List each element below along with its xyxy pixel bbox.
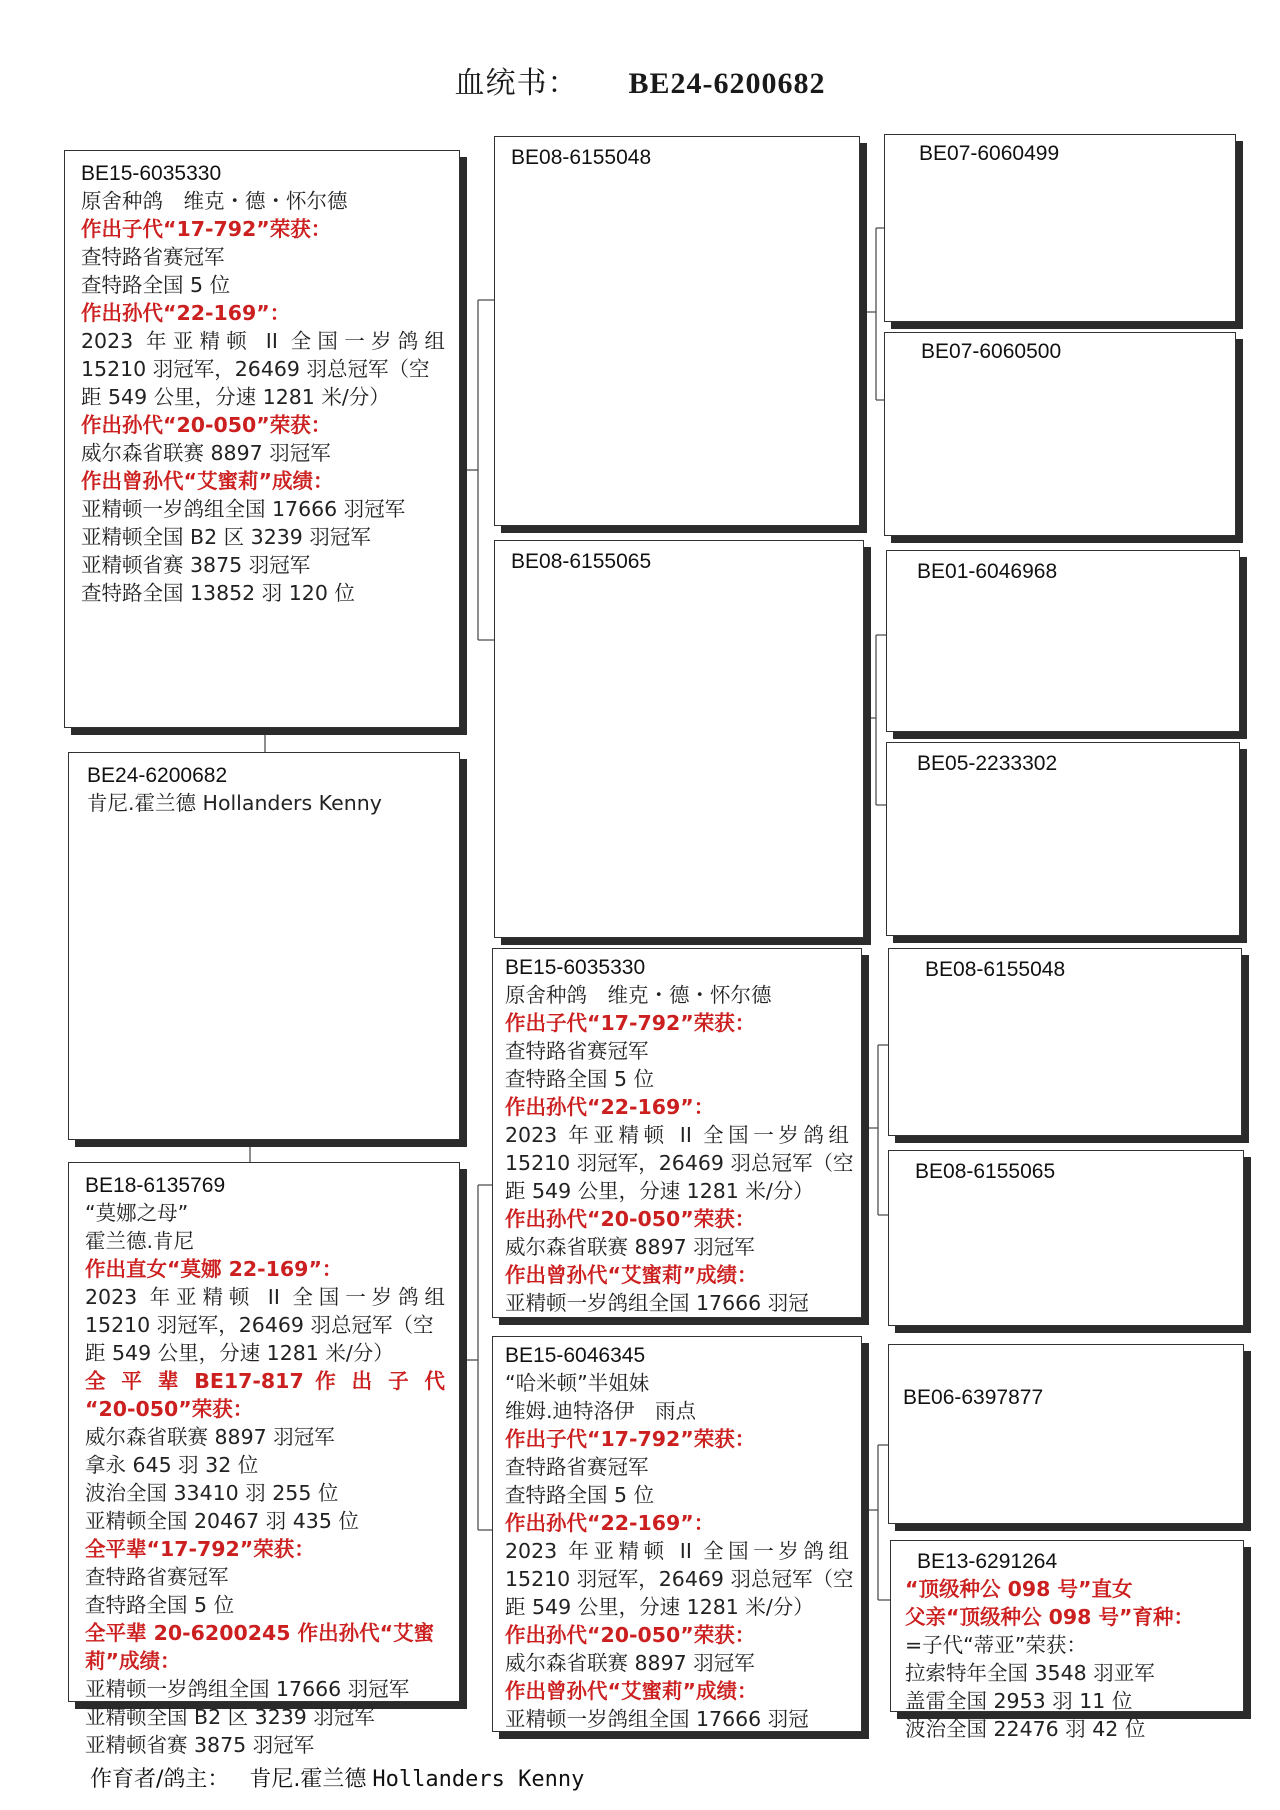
achievement-heading: “顶级种公 098 号”直女 [905,1577,1133,1601]
dam-dam-card [492,1336,862,1732]
detail-line: 亚精顿全国 B2 区 3239 羽冠军 [85,1705,375,1729]
dam-sire-ring-id: BE15-6035330 [505,956,646,979]
achievement-heading: 作出孙代“20-050”荣获： [505,1623,756,1647]
ggp-ssd-ring-id: BE07-6060500 [921,340,1062,363]
achievement-heading: 莉”成绩： [85,1649,181,1673]
sire-details [81,187,445,607]
achievement-heading: 作出子代“17-792”荣获： [505,1011,756,1035]
achievement-heading: 作出子代“17-792”荣获： [505,1427,756,1451]
detail-line: 亚精顿全国 B2 区 3239 羽冠军 [81,525,371,549]
ggp-sds-ring-id: BE01-6046968 [917,560,1058,583]
dam-dam-details [505,1369,854,1733]
detail-line: 查特路省赛冠军 [505,1039,649,1063]
detail-line: 原舍种鸽 维克・德・怀尔德 [81,189,348,213]
detail-line: 距 549 公里，分速 1281 米/分） [85,1341,394,1365]
detail-line: 原舍种鸽 维克・德・怀尔德 [505,983,772,1007]
sire-dam-card [494,540,864,938]
ggp-sss-ring-id: BE07-6060499 [919,142,1060,165]
dam-dam-ring-id: BE15-6046345 [505,1344,646,1367]
detail-line: 查特路全国 5 位 [505,1067,655,1091]
dam-sire-card [492,948,862,1318]
detail-line: =子代“蒂亚”荣获： [905,1633,1087,1657]
title-label: 血统书： [454,66,579,101]
achievement-heading: 全平辈“17-792”荣获： [85,1537,315,1561]
dam-sire-details [505,981,854,1317]
detail-line: 威尔森省联赛 8897 羽冠军 [505,1235,755,1259]
detail-line: 查特路全国 5 位 [85,1593,235,1617]
sire-sire-card [494,136,860,526]
footer-owner-en: Hollanders Kenny [372,1767,585,1792]
detail-line: “莫娜之母” [85,1201,189,1225]
detail-line: 亚精顿省赛 3875 羽冠军 [85,1733,315,1757]
detail-line: 查特路省赛冠军 [85,1565,229,1589]
sire-sire-ring-id: BE08-6155048 [511,146,652,169]
detail-line: “哈米顿”半姐妹 [505,1371,650,1395]
ggp-sdd-card [886,742,1240,936]
detail-line: 2023 年亚精顿 II 全国一岁鸽组 [85,1285,445,1309]
detail-line: 亚精顿一岁鸽组全国 17666 羽冠军 [81,497,406,521]
achievement-heading: 作出孙代“22-169”： [81,301,291,325]
detail-line: 威尔森省联赛 8897 羽冠军 [505,1651,755,1675]
ggp-sss-card [884,134,1236,322]
dam-card [68,1162,460,1757]
dam-details [85,1199,445,1759]
detail-line: 15210 羽冠军，26469 羽总冠军（空 [81,357,430,381]
detail-line: 亚精顿一岁鸽组全国 17666 羽冠 [505,1707,809,1731]
achievement-heading: 作出曾孙代“艾蜜莉”成绩： [505,1263,758,1287]
detail-line: 拉索特年全国 3548 羽亚军 [905,1661,1155,1685]
detail-line: 盖雷全国 2953 羽 11 位 [905,1689,1133,1713]
detail-line: 亚精顿一岁鸽组全国 17666 羽冠军 [85,1677,410,1701]
sire-ring-id: BE15-6035330 [81,162,222,185]
achievement-heading: 作出曾孙代“艾蜜莉”成绩： [505,1679,758,1703]
ggp-dds-ring-id: BE06-6397877 [903,1386,1044,1409]
detail-line: 15210 羽冠军，26469 羽总冠军（空 [505,1151,854,1175]
achievement-heading: 全平辈 20-6200245 作出孙代“艾蜜 [85,1621,435,1645]
detail-line: 2023 年亚精顿 II 全国一岁鸽组 [81,329,445,353]
achievement-heading: 作出曾孙代“艾蜜莉”成绩： [81,469,334,493]
detail-line: 距 549 公里，分速 1281 米/分） [81,385,390,409]
detail-line: 波治全国 33410 羽 255 位 [85,1481,339,1505]
footer-label: 作育者/鸽主： [90,1767,230,1792]
breeder-footer [90,1762,584,1793]
detail-line: 15210 羽冠军，26469 羽总冠军（空 [505,1567,854,1591]
detail-line: 霍兰德.肯尼 [85,1229,195,1253]
footer-owner-cn: 肯尼.霍兰德 [249,1767,367,1792]
ggp-ddd-details [905,1575,1229,1743]
detail-line: 查特路全国 5 位 [81,273,231,297]
ggp-ssd-card [884,332,1236,536]
subject-ring-id: BE24-6200682 [87,764,228,787]
ggp-ddd-ring-id: BE13-6291264 [917,1550,1058,1573]
ggp-dss-card [888,948,1242,1136]
subject-pigeon-card [68,752,460,1140]
ggp-sds-card [886,550,1240,732]
detail-line: 波治全国 22476 羽 42 位 [905,1717,1146,1741]
detail-line: 亚精顿全国 20467 羽 435 位 [85,1509,359,1533]
achievement-heading: “20-050”荣获： [85,1397,254,1421]
detail-line: 15210 羽冠军，26469 羽总冠军（空 [85,1313,434,1337]
detail-line: 查特路全国 13852 羽 120 位 [81,581,355,605]
detail-line: 威尔森省联赛 8897 羽冠军 [81,441,331,465]
detail-line: 威尔森省联赛 8897 羽冠军 [85,1425,335,1449]
sire-dam-ring-id: BE08-6155065 [511,550,652,573]
detail-line: 拿永 645 羽 32 位 [85,1453,259,1477]
achievement-heading: 作出孙代“22-169”： [505,1095,715,1119]
subject-name: 肯尼.霍兰德 Hollanders Kenny [87,791,382,815]
detail-line: 2023 年亚精顿 II 全国一岁鸽组 [505,1539,849,1563]
detail-line: 距 549 公里，分速 1281 米/分） [505,1595,814,1619]
detail-line: 亚精顿一岁鸽组全国 17666 羽冠 [505,1291,809,1315]
sire-card [64,150,460,728]
detail-line: 亚精顿省赛 3875 羽冠军 [81,553,311,577]
detail-line: 距 549 公里，分速 1281 米/分） [505,1179,814,1203]
achievement-heading: 父亲“顶级种公 098 号”育种： [905,1605,1195,1629]
detail-line: 查特路省赛冠军 [505,1455,649,1479]
achievement-heading: 作出子代“17-792”荣获： [81,217,332,241]
title-ring-id: BE24-6200682 [628,67,826,100]
ggp-dds-card [888,1344,1244,1524]
ggp-ddd-card [890,1540,1244,1741]
achievement-heading: 全 平 辈 BE17-817 作 出 子 代 [85,1369,445,1393]
achievement-heading: 作出孙代“20-050”荣获： [505,1207,756,1231]
achievement-heading: 作出孙代“20-050”荣获： [81,413,332,437]
dam-ring-id: BE18-6135769 [85,1174,226,1197]
ggp-sdd-ring-id: BE05-2233302 [917,752,1058,775]
ggp-dsd-card [888,1150,1244,1326]
detail-line: 2023 年亚精顿 II 全国一岁鸽组 [505,1123,849,1147]
achievement-heading: 作出孙代“22-169”： [505,1511,715,1535]
achievement-heading: 作出直女“莫娜 22-169”： [85,1257,343,1281]
detail-line: 查特路全国 5 位 [505,1483,655,1507]
ggp-dss-ring-id: BE08-6155048 [925,958,1066,981]
detail-line: 查特路省赛冠军 [81,245,225,269]
ggp-dsd-ring-id: BE08-6155065 [915,1160,1056,1183]
detail-line: 维姆.迪特洛伊 雨点 [505,1399,697,1423]
